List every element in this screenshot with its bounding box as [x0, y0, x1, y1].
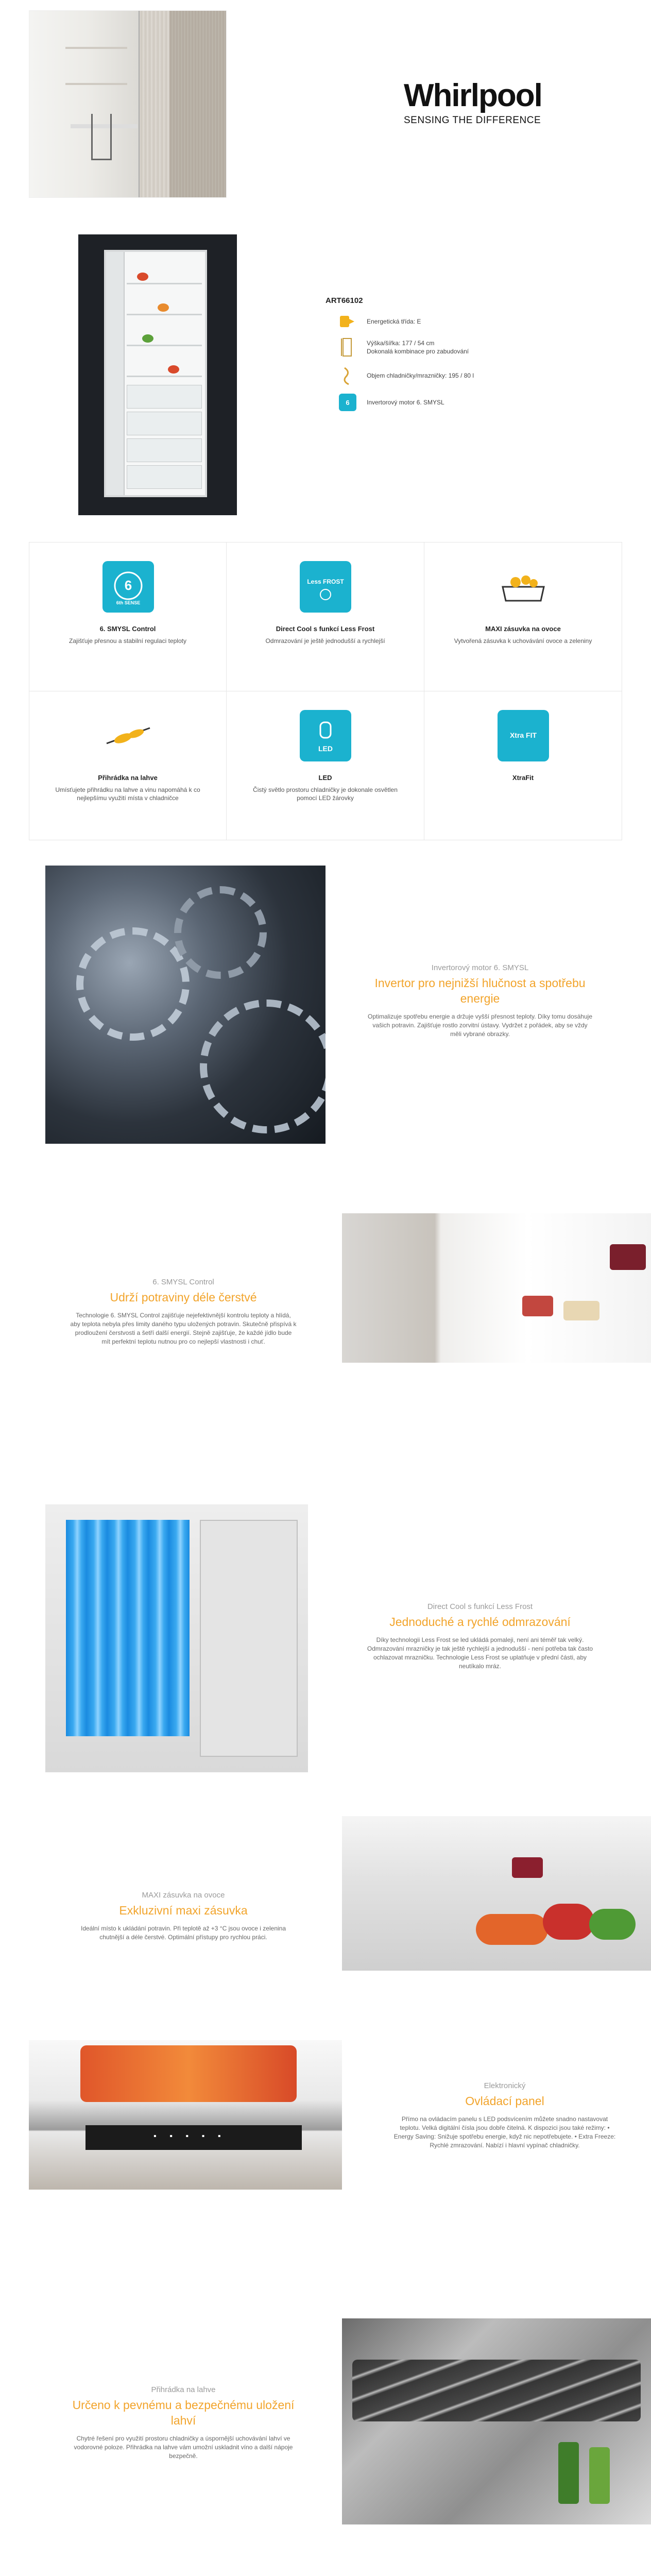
section-heading: Exkluzivní maxi zásuvka — [119, 1904, 248, 1917]
feature-cell — [424, 691, 622, 840]
model-number: ART66102 — [326, 296, 363, 305]
capacity-icon — [338, 366, 357, 385]
section-kicker: MAXI zásuvka na ovoce — [142, 1891, 225, 1900]
whirlpool-logo — [404, 77, 579, 144]
section-heading: Ovládací panel — [465, 2094, 544, 2108]
feature-desc: Čistý světlo prostoru chladničky je dokonale osvětlen pomocí LED žárovky — [253, 786, 398, 802]
section-kicker: Direct Cool s funkcí Less Frost — [427, 1602, 533, 1611]
section-kicker: 6. SMYSL Control — [152, 1278, 214, 1286]
svg-text:6: 6 — [124, 578, 132, 593]
feature-desc: Umísťujete přihrádku na lahve a vinu napomáhá k co nejlepšímu využití místa v chladničce — [55, 786, 200, 802]
shelf-photo — [342, 1213, 651, 1363]
section-heading: Určeno k pevnému a bezpečnému uložení lahví — [72, 2398, 295, 2427]
less-frost-icon — [300, 561, 351, 613]
inverter-text — [367, 963, 593, 1039]
inverter-icon — [338, 393, 357, 412]
less-frost-text — [367, 1602, 593, 1671]
svg-text:6th SENSE: 6th SENSE — [116, 600, 141, 605]
height-icon — [338, 337, 357, 357]
feature-desc: Vytvořená zásuvka k uchovávání ovoce a zeleniny — [454, 637, 592, 645]
energy-class-icon — [338, 312, 357, 331]
door-shelf-icon — [102, 710, 154, 761]
section-heading: Invertor pro nejnižší hlučnost a spotřebu energie — [374, 976, 586, 1005]
maxi-drawer-icon — [498, 561, 549, 613]
section-kicker: Elektronický — [484, 2081, 526, 2090]
svg-text:6: 6 — [346, 399, 350, 406]
feature-title: MAXI zásuvka na ovoce — [485, 625, 561, 633]
sixth-sense-icon — [102, 561, 154, 613]
svg-text:LED: LED — [318, 744, 333, 753]
spec-energy: Energetická třída: E — [338, 312, 523, 331]
feature-cell — [227, 543, 424, 691]
spec-inverter: 6 Invertorový motor 6. SMYSL — [338, 393, 523, 412]
control-panel-photo: ▪ ▪ ▪ ▪ ▪ — [29, 2040, 342, 2190]
spec-capacity: Objem chladničky/mrazničky: 195 / 80 l — [338, 366, 523, 385]
feature-title: XtraFit — [512, 774, 534, 782]
led-icon — [300, 710, 351, 761]
section-body: Díky technologii Less Frost se led ukládá pomaleji, není ani téměř tak velký. Odmrazování mrazničky je tak ještě rychlejší a jednodušší - není potřeba tak často ochlazovat mrazničku. Technologie Less Frost se uplatňuje v přední části, aby neutíkalo mráz. — [367, 1636, 593, 1670]
feature-title: Přihrádka na lahve — [98, 774, 158, 782]
feature-desc: Odmrazování je ještě jednodušší a rychlejší — [265, 637, 385, 645]
feature-grid — [29, 542, 622, 840]
frost-photo — [45, 1504, 308, 1772]
bottle-rack-photo — [342, 2318, 651, 2524]
section-kicker: Přihrádka na lahve — [151, 2385, 216, 2394]
lifestyle-photo — [29, 10, 227, 198]
feature-title: 6. SMYSL Control — [99, 625, 156, 633]
product-photo — [78, 234, 237, 515]
section-body: Chytré řešení pro využití prostoru chladničky a úspornější uchovávání lahví ve vodorovné poloze. Přihrádka na lahve vám umožní uskladnit víno a další nápoje bezpečně. — [74, 2435, 293, 2460]
feature-title: LED — [318, 774, 332, 782]
section-heading: Jednoduché a rychlé odmrazování — [389, 1615, 571, 1629]
xtrafit-icon — [498, 710, 549, 761]
feature-title: Direct Cool s funkcí Less Frost — [276, 625, 375, 633]
feature-cell — [29, 691, 227, 840]
section-kicker: Invertorový motor 6. SMYSL — [431, 963, 529, 972]
spec-size: Výška/šířka: 177 / 54 cm Dokonalá kombinace pro zabudování — [338, 337, 523, 357]
control-panel-text — [391, 2081, 618, 2150]
section-heading: Udrží potraviny déle čerstvé — [110, 1291, 257, 1304]
feature-cell — [29, 543, 227, 691]
svg-text:Less FROST: Less FROST — [307, 578, 344, 585]
section-body: Technologie 6. SMYSL Control zajišťuje nejefektivnější kontrolu teploty a hlídá, aby teplota nebyla přes limity daného typu uložených potravin. Skutečně přispívá k prodloužení čerstvosti a šetří další energií. Stejně zajišťuje, že každé jídlo bude mít perfektní teplotu nutnou pro co nejlepší vlastnosti i chuť. — [70, 1312, 297, 1345]
maxi-drawer-text — [70, 1891, 297, 1942]
inverter-photo — [45, 866, 326, 1144]
feature-cell — [227, 691, 424, 840]
vegetable-drawer-photo — [342, 1816, 651, 1971]
logo-tagline: SENSING THE DIFFERENCE — [404, 115, 541, 126]
section-body: Ideální místo k ukládání potravin. Při teplotě až +3 °C jsou ovoce i zelenina chutnější a déle čerstvé. Optimální přístupy pro rychlou práci. — [80, 1925, 286, 1941]
feature-cell — [424, 543, 622, 691]
sixth-sense-text — [70, 1278, 297, 1346]
bottle-rack-text — [70, 2385, 297, 2461]
feature-desc: Zajišťuje přesnou a stabilní regulaci teploty — [69, 637, 186, 645]
section-body: Optimalizuje spotřebu energie a držuje vyšší přesnost teploty. Díky tomu dosáhuje vašich potravin. Zajišťuje rostlo zorvitní ústavy. Vydržet z pořádek, aby se vždy měli vybrané obrazky. — [368, 1013, 592, 1038]
section-body: Přímo na ovládacím panelu s LED podsvícením můžete snadno nastavovat teplotu. Velká digitální čísla jsou dobře čitelná. K dispozici jsou také režimy: • Energy Saving: Snižuje spotřebu energie, když nic nepotřebujete. • Extra Freeze: Rychlé zmrazování. Nabízí i hlavní vypínač chladničky. — [393, 2115, 616, 2149]
logo-word: Whirlpool — [404, 78, 542, 113]
svg-text:Xtra FIT: Xtra FIT — [509, 731, 537, 739]
